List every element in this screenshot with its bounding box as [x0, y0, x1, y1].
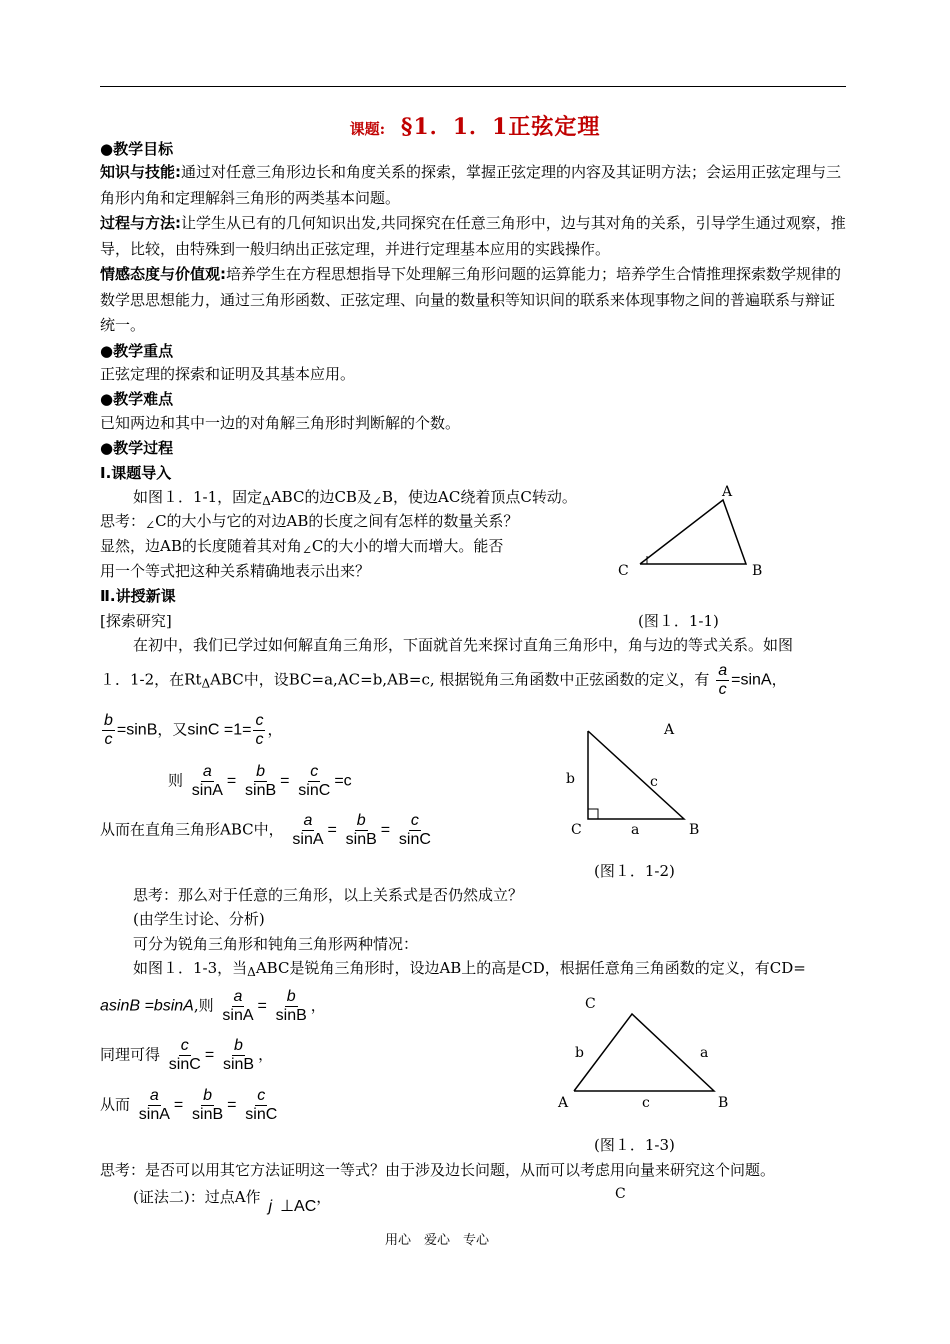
fig2-triangle-outline [588, 731, 684, 819]
fig3-label-a: A [558, 1095, 569, 1111]
frac-a-over-c: $\frac{a}{c}$ [718, 662, 728, 698]
difficulties-heading: ●教学难点 [100, 390, 174, 408]
difficulties-text: 已知两边和其中一边的对角解三角形时判断解的个数。 [100, 414, 461, 432]
fig1-label-a: A [722, 484, 733, 500]
fig2-label-side-c: c [650, 774, 658, 790]
goals-heading: ●教学目标 [100, 140, 174, 158]
p2-line2: １．1-2，在$Rt_\Delta ABC$中，设BC=a,AC=b,AB=c, 根据锐角三角函数中正弦函数的定义，有 $\frac{a}{c}$ =sinA， [100, 662, 787, 698]
process-method-paragraph: 过程与方法:让学生从已有的几何知识出发,共同探究在任意三角形中，边与其对角的关系，引导学生通过观察，推导，比较，由特殊到一般归纳出正弦定理，并进行定理基本应用的实践操作。 [100, 214, 846, 258]
method2-line: (证法二)：过点A作j ⊥AC， [133, 1188, 332, 1215]
figure-1-1-triangle [610, 480, 780, 585]
fig2-label-b: B [689, 822, 700, 838]
figure-1-3-acute-triangle [548, 990, 748, 1115]
key-points-text: 正弦定理的探索和证明及其基本应用。 [100, 365, 356, 383]
formula-line-asinb: asinB =bsinA,则 $\frac{a}{\sin A}$ = $\frac{b}{\sin B}$ ， [100, 988, 326, 1024]
fig4-label-c: C [615, 1186, 626, 1202]
emotion-paragraph: 情感态度与价值观:培养学生在方程思想指导下处理解三角形问题的运算能力；培养学生合情推理探索数学规律的数学思思想能力，通过三角形函数、正弦定理、向量的数量积等知识间的联系来体现事物之间的普遍联系与辩证统一。 [100, 265, 842, 334]
fig2-label-a: A [664, 722, 675, 738]
p1-line2: 思考：$_\angle$C的大小与它的对边AB的长度之间有怎样的数量关系？ [100, 512, 519, 532]
formula-line-tongli: 同理可得 $\frac{c}{\sin C}$ = $\frac{b}{\sin B}$ ， [100, 1037, 274, 1073]
fig1-label-b: B [752, 563, 763, 579]
p1-line4: 用一个等式把这种关系精确地表示出来？ [100, 562, 371, 580]
page-title: 课题: §1．1．1正弦定理 [349, 114, 601, 140]
fig3-label-side-c: c [642, 1095, 650, 1111]
fig1-triangle-outline [640, 500, 746, 564]
p1-line3: 显然，边AB的长度随着其对角$_\angle$C的大小的增大而增大。能否 [100, 537, 504, 557]
formula-line-congere: 从而 $\frac{a}{\sin A}$ = $\frac{b}{\sin B}$ = $\frac{c}{\sin C}$ [100, 1087, 278, 1123]
fig2-caption: (图１．1-2) [594, 862, 675, 880]
fig2-label-side-b: b [566, 771, 575, 787]
fig3-label-side-a: a [700, 1045, 709, 1061]
fig1-caption: (图１．1-1) [638, 612, 719, 630]
fig3-triangle-outline [574, 1014, 714, 1091]
formula-line-b-over-c: $\frac{b}{c}$ =sinB，又sinC =1= $\frac{c}{c}$ ， [104, 712, 283, 748]
p3-line: 如图１．1-3，当$_\Delta$ABC是锐角三角形时，设边AB上的高是CD，根据任意角三角函数的定义，有CD= [133, 959, 806, 979]
knowledge-paragraph: 知识与技能:通过对任意三角形边长和角度关系的探索，掌握正弦定理的内容及其证明方法；会运用正弦定理与三角形内角和定理解斜三角形的两类基本问题。 [100, 163, 842, 207]
fig3-label-c: C [585, 996, 596, 1012]
page-footer: 用心 爱心 专心 [385, 1233, 490, 1248]
two-cases: 可分为锐角三角形和钝角三角形两种情况： [133, 935, 419, 953]
fig1-label-c: C [618, 563, 629, 579]
fig3-label-side-b: b [575, 1045, 584, 1061]
figure-1-2-right-triangle [555, 715, 715, 845]
formula-line-ze: 则 $\frac{a}{\sin A}$ = $\frac{b}{\sin B}$ = $\frac{c}{\sin C}$ =c [168, 763, 352, 799]
header-rule [100, 86, 846, 87]
process-heading: ●教学过程 [100, 439, 174, 457]
part1-heading: Ⅰ.课题导入 [100, 464, 172, 482]
fig3-label-b: B [718, 1095, 729, 1111]
fig3-caption: (图１．1-3) [594, 1136, 675, 1154]
part2-heading: Ⅱ.讲授新课 [100, 587, 176, 605]
fig2-label-c: C [571, 822, 582, 838]
explore-label: [探索研究] [100, 612, 172, 630]
think2: 思考：是否可以用其它方法证明这一等式？由于涉及边长问题，从而可以考虑用向量来研究这个问题。 [100, 1161, 776, 1179]
fig2-label-side-a: a [631, 822, 640, 838]
think1: 思考：那么对于任意的三角形，以上关系式是否仍然成立？ [133, 886, 524, 904]
fig2-right-angle-mark [588, 809, 598, 819]
p2-line1: 在初中，我们已学过如何解直角三角形，下面就首先来探讨直角三角形中，角与边的等式关系。如图 [133, 636, 794, 654]
p1-line1: 如图１．1-1，固定$_\Delta$ABC的边CB及$_\angle$B，使边AC绕着顶点C转动。 [133, 488, 577, 508]
formula-line-right-triangle: 从而在直角三角形ABC中， $\frac{a}{\sin A}$ = $\frac{b}{\sin B}$ = $\frac{c}{\sin C}$ [100, 812, 431, 848]
discuss: (由学生讨论、分析) [133, 910, 265, 928]
key-points-heading: ●教学重点 [100, 342, 174, 360]
